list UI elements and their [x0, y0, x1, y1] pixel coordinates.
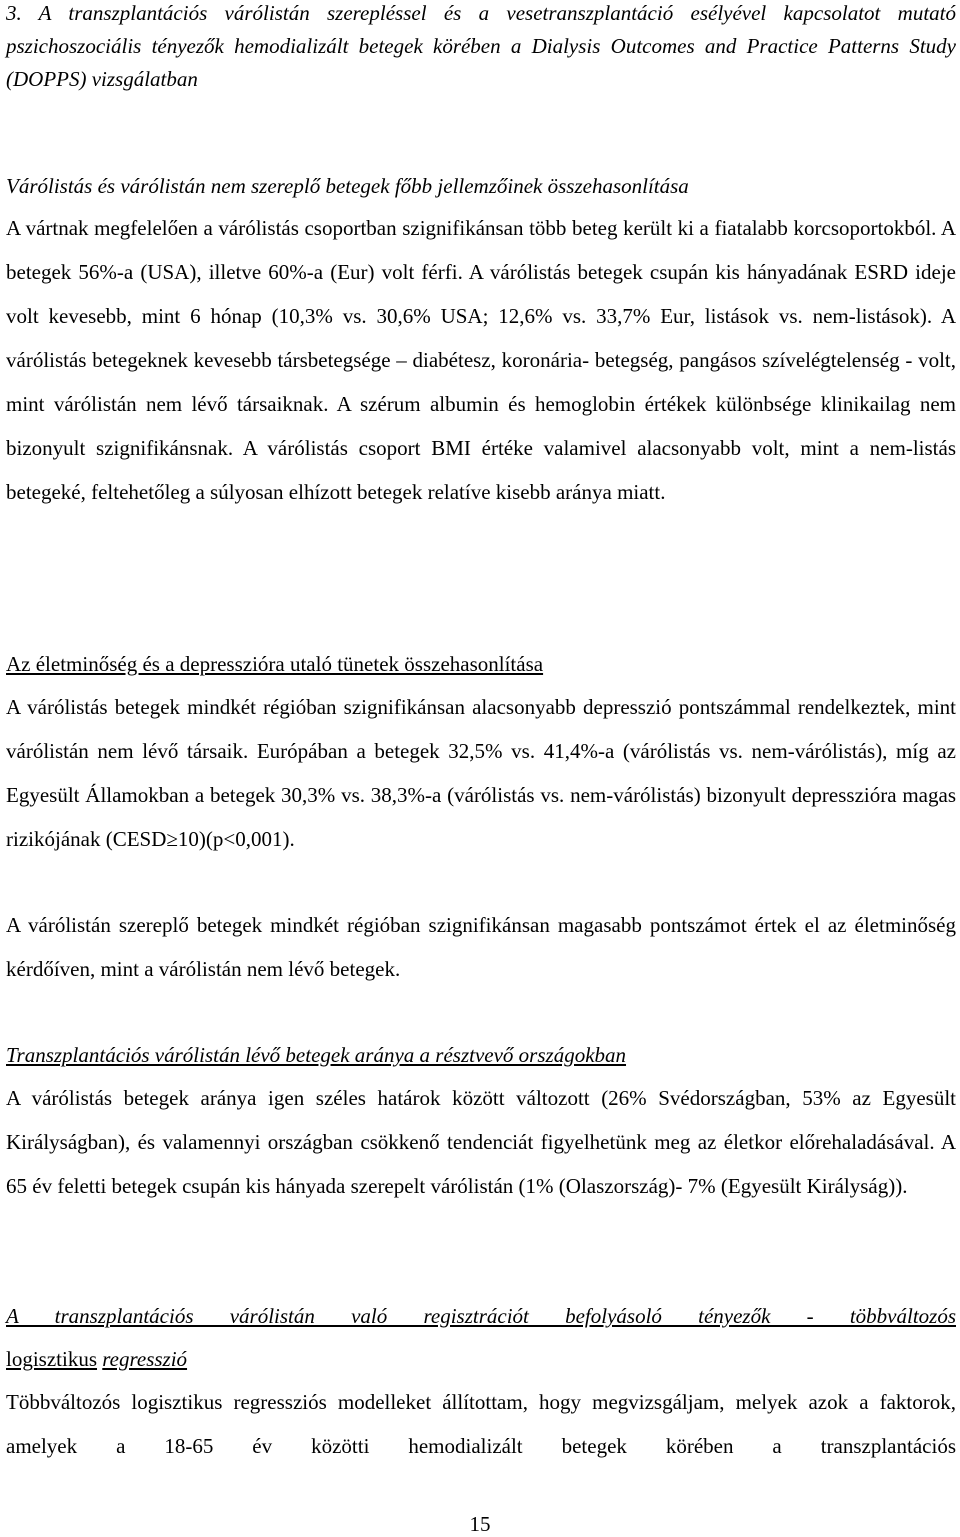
page-number: 15 — [469, 1512, 491, 1536]
paragraph-depression: A várólistás betegek mindkét régióban szignifikánsan alacsonyabb depresszió pontszámmal rendelkeztek, mint várólistán nem lévő társaik. Európában a betegek 32,5% vs. 41,4%-a (várólistás vs. nem-várólistás), míg az Egyesült Államokban a betegek 30,3% vs. 38,3%-a (várólistás vs. nem-várólistás) bizonyult depresszióra magas rizikójának (CESD≥10)(p<0,001). — [6, 695, 956, 851]
subsection-title-quality-of-life: Az életminőség és a depresszióra utaló tünetek összehasonlítása — [6, 652, 544, 676]
section-title: 3. A transzplantációs várólistán szerepléssel és a vesetranszplantáció esélyével kapcsolatot mutató pszichoszociális tényezők hemodializált betegek körében a Dialysis Outcomes and Practice Patterns Study (DOPPS) vizsgálatban — [6, 1, 956, 91]
regression-title-word-regresszio: regresszió — [102, 1347, 188, 1371]
paragraph-regression: Többváltozós logisztikus regressziós modelleket állítottam, hogy megvizsgáljam, melyek azok a faktorok, amelyek a 18-65 év közötti hemodializált betegek körében a transzplantációs — [6, 1390, 956, 1458]
paragraph-quality-of-life: A várólistán szereplő betegek mindkét régióban szignifikánsan magasabb pontszámot értek el az életminőség kérdőíven, mint a várólistán nem lévő betegek. — [6, 913, 956, 981]
subsection-title-characteristics: Várólistás és várólistán nem szereplő betegek főbb jellemzőinek összehasonlítása — [6, 174, 689, 198]
regression-title-word-logisztikus: logisztikus — [6, 1347, 98, 1371]
paragraph-characteristics: A vártnak megfelelően a várólistás csoportban szignifikánsan több beteg került ki a fiatalabb korcsoportokból. A betegek 56%-a (USA), illetve 60%-a (Eur) volt férfi. A várólistás betegek csupán kis hányadának ESRD ideje volt kevesebb, mint 6 hónap (10,3% vs. 30,6% USA; 12,6% vs. 33,7% Eur, listások vs. nem-listások). A várólistás betegeknek kevesebb társbetegsége – diabétesz, koronária- betegség, pangásos szívelégtelenség - volt, mint várólistán nem lévő társaiknak. A szérum albumin és hemoglobin értékek különbsége klinikailag nem bizonyult szignifikánsnak. A várólistás csoport BMI értéke valamivel alacsonyabb volt, mint a nem-listás betegeké, feltehetőleg a súlyosan elhízott betegek relatíve kisebb aránya miatt. — [6, 216, 956, 504]
paragraph-waitlist-countries: A várólistás betegek aránya igen széles határok között változott (26% Svédországban, 53% az Egyesült Királyságban), és valamennyi országban csökkenő tendenciát figyelhetünk meg az életkor előrehaladásával. A 65 év feletti betegek csupán kis hányada szerepelt várólistán (1% (Olaszország)- 7% (Egyesült Királyság)). — [6, 1086, 956, 1198]
subsection-title-waitlist-countries: Transzplantációs várólistán lévő betegek aránya a résztvevő országokban — [6, 1043, 627, 1067]
subsection-title-regression-part1: A transzplantációs várólistán való regisztrációt befolyásoló tényezők - többváltozós — [6, 1304, 956, 1328]
subsection-title-regression-part2 — [6, 1337, 956, 1381]
